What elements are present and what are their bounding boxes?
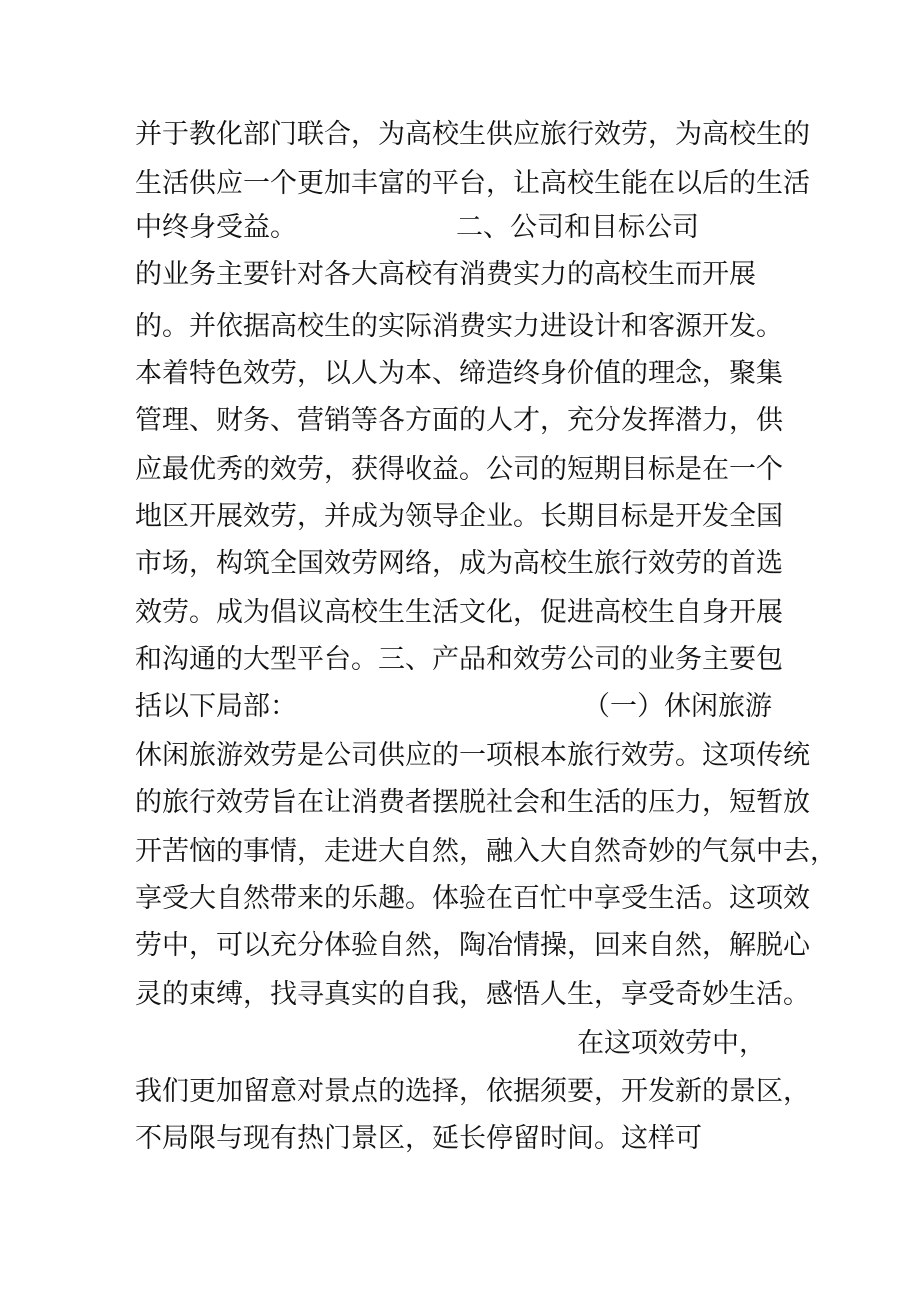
- text-segment: 市场，构筑全国效劳网络，成为高校生旅行效劳的首选: [135, 548, 783, 579]
- text-segment: 中终身受益。: [135, 212, 297, 243]
- text-segment: 的业务主要针对各大高校有消费实力的高校生而开展: [135, 259, 756, 290]
- text-segment: 本着特色效劳，以人为本、缔造终身价值的理念，聚集: [135, 358, 783, 389]
- section-heading: 二、公司和目标公司: [456, 212, 699, 243]
- text-segment: 的旅行效劳旨在让消费者摆脱社会和生活的压力，短暂放: [135, 787, 810, 818]
- text-segment: 效劳。成为倡议高校生生活文化，促进高校生自身开展: [135, 597, 783, 628]
- text-segment: 地区开展效劳，并成为领导企业。长期目标是开发全国: [135, 501, 783, 532]
- text-segment: 管理、财务、营销等各方面的人才，充分发挥潜力，供: [135, 405, 783, 436]
- text-segment: 并于教化部门联合，为高校生供应旅行效劳，为高校生的: [135, 119, 810, 150]
- text-segment: 不局限与现有热门景区，延长停留时间。这样可: [135, 1123, 702, 1154]
- text-segment: 和沟通的大型平台。三、产品和效劳公司的业务主要包: [135, 644, 783, 675]
- text-segment: 开苦恼的事情，走进大自然，融入大自然奇妙的气氛中去，: [135, 836, 837, 867]
- text-segment: 我们更加留意对景点的选择，依据须要，开发新的景区，: [135, 1076, 810, 1107]
- text-segment: 生活供应一个更加丰富的平台，让高校生能在以后的生活: [135, 168, 810, 199]
- subsection-heading: （一）休闲旅游: [583, 691, 772, 722]
- text-segment: 括以下局部：: [135, 691, 297, 722]
- text-segment: 在这项效劳中，: [577, 1028, 766, 1059]
- text-segment: 享受大自然带来的乐趣。体验在百忙中享受生活。这项效: [135, 883, 810, 914]
- text-segment: 休闲旅游效劳是公司供应的一项根本旅行效劳。这项传统: [135, 740, 810, 771]
- text-segment: 灵的束缚，找寻真实的自我，感悟人生，享受奇妙生活。: [135, 979, 810, 1010]
- text-segment: 的。并依据高校生的实际消费实力进设计和客源开发。: [135, 311, 783, 342]
- text-segment: 应最优秀的效劳，获得收益。公司的短期目标是在一个: [135, 454, 783, 485]
- text-segment: 劳中，可以充分体验自然，陶冶情操，回来自然，解脱心: [135, 930, 810, 961]
